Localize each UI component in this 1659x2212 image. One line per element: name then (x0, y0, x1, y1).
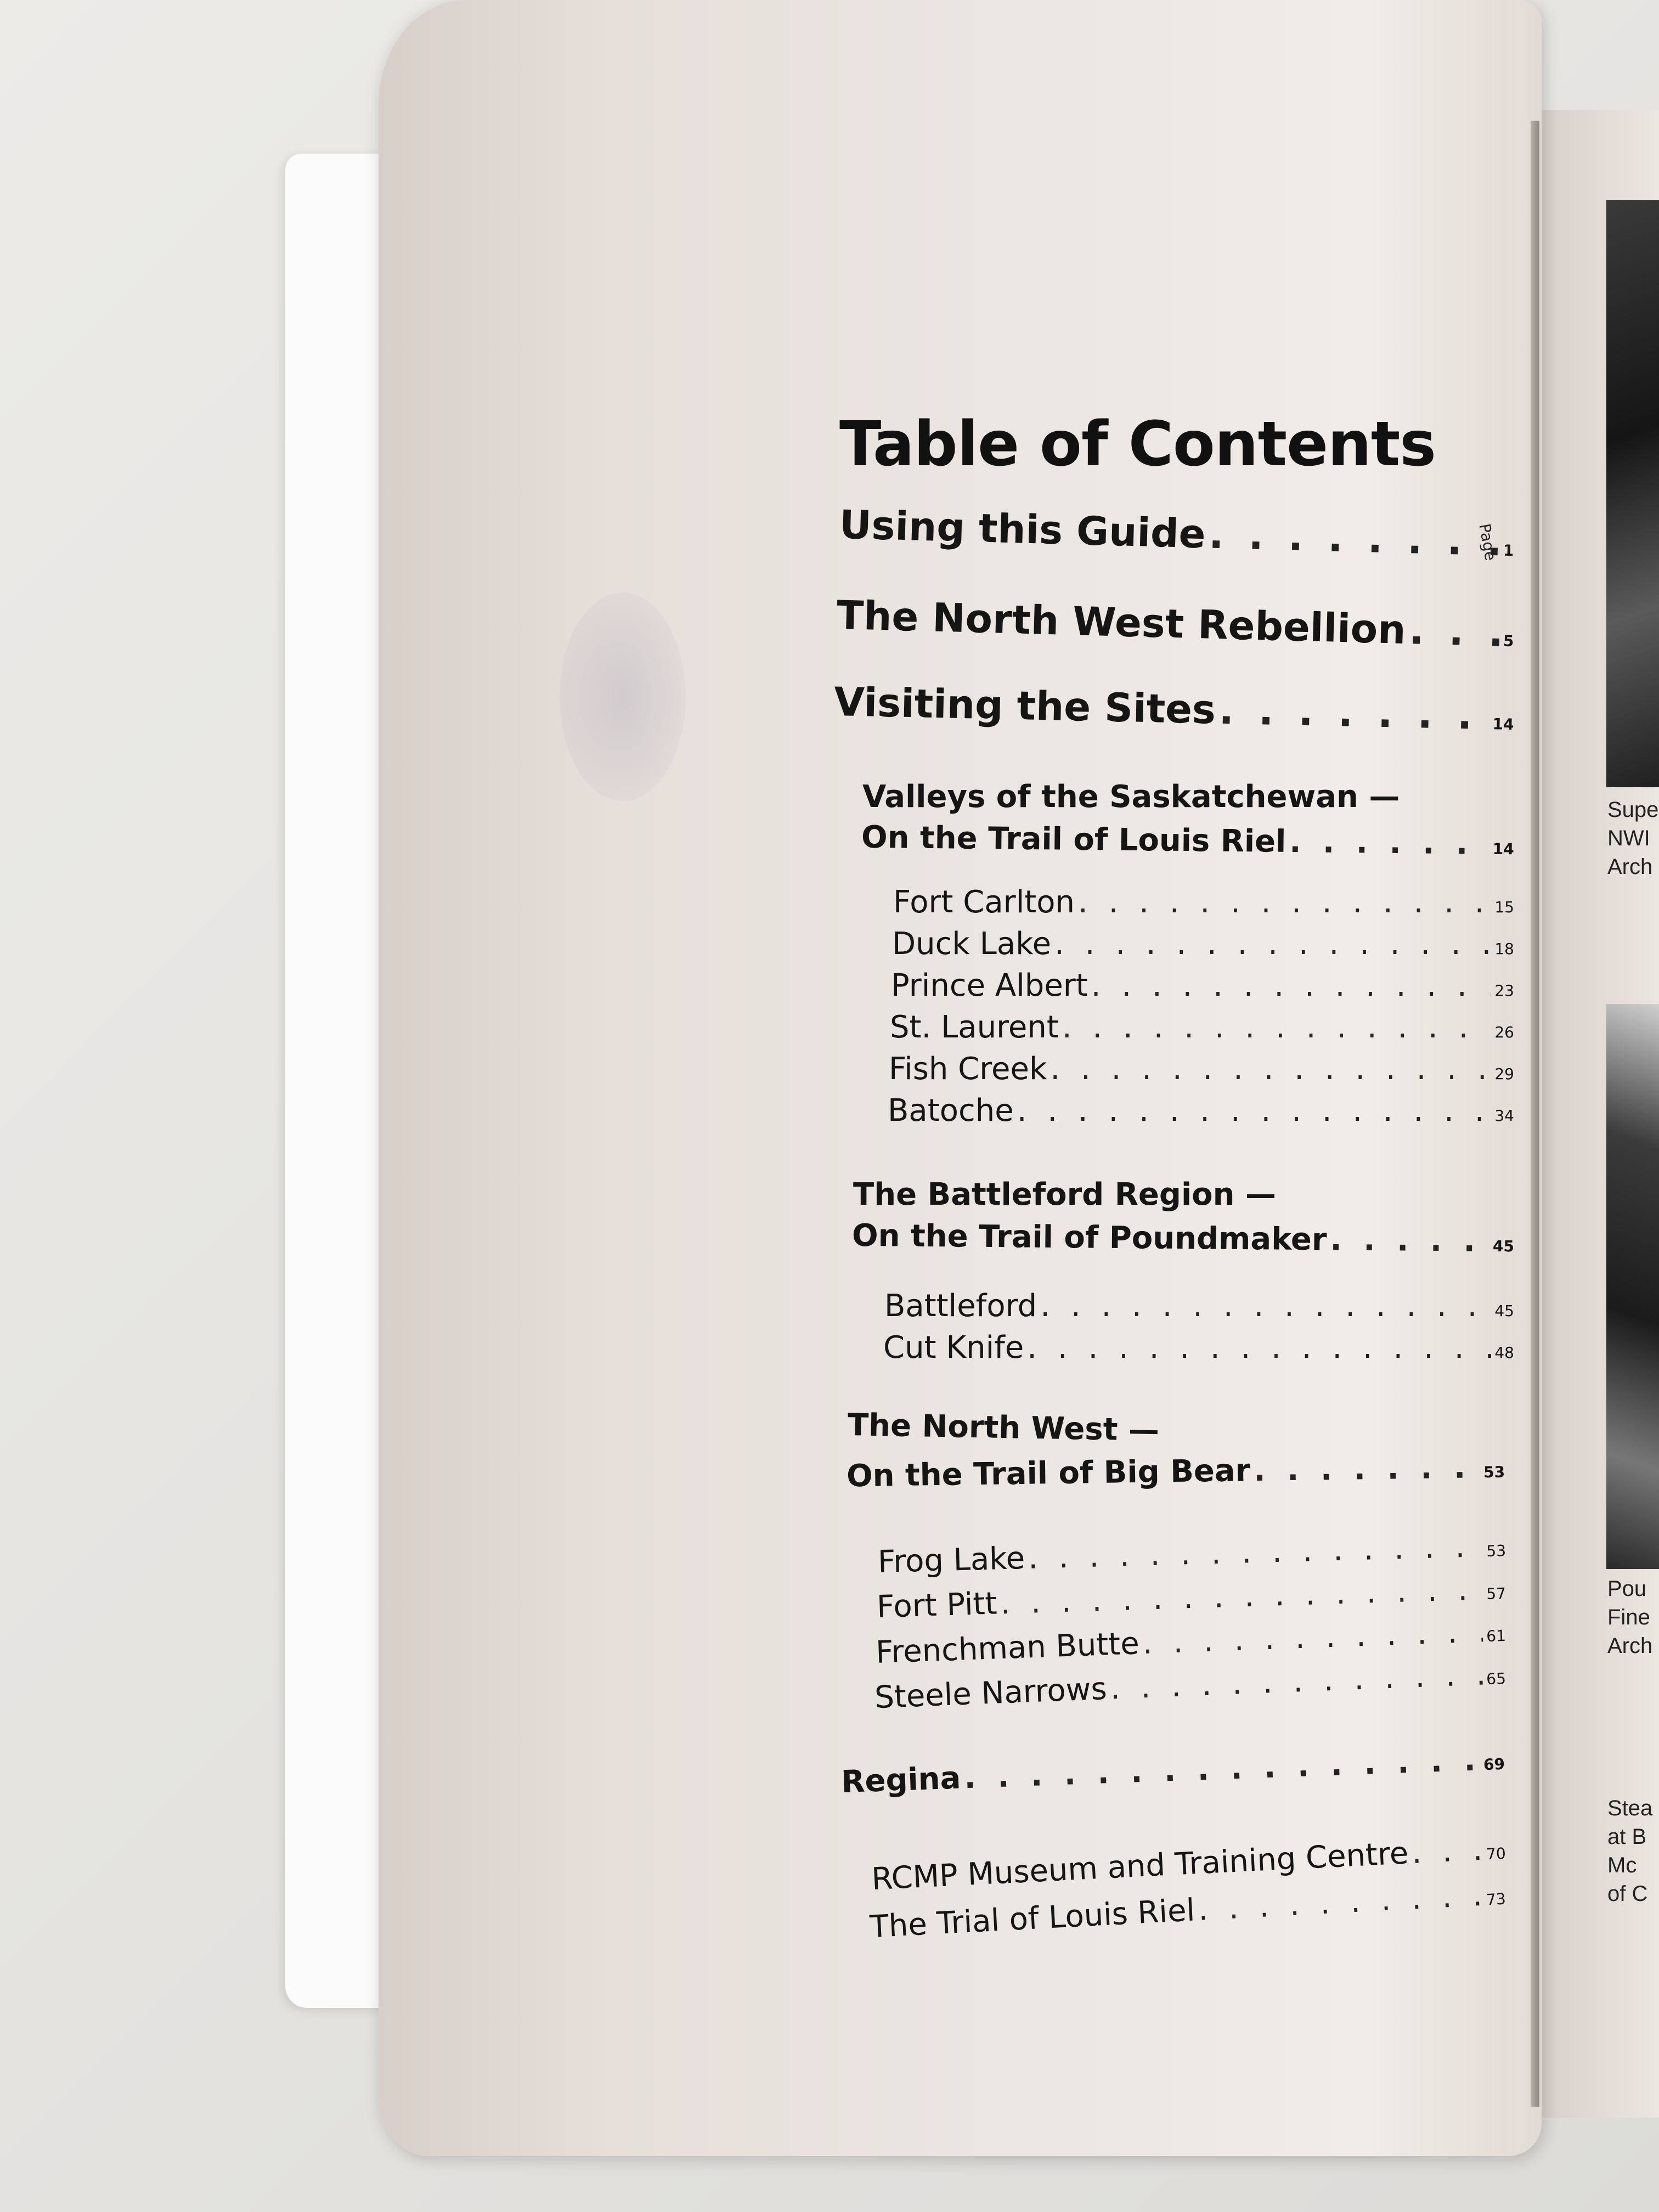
toc-sub-entry: Fish Creek . . . 29 (889, 1051, 1514, 1087)
toc-entry: Using this Guide . . . 1 (839, 501, 1515, 565)
toc-sub-entry: Cut Knife . . . 48 (883, 1330, 1514, 1365)
toc-sub-entry: Frog Lake . . . 53 (877, 1528, 1506, 1580)
facing-page-photo-top (1606, 200, 1659, 787)
toc-sub-entry: The Trial of Louis Riel . . . 73 (869, 1876, 1506, 1945)
section-heading: Valleys of the Saskatchewan — (862, 779, 1400, 815)
page-title: Table of Contents (839, 409, 1436, 480)
toc-entry: The North West Rebellion . . . 5 (836, 592, 1515, 656)
toc-entry: Visiting the Sites . . . 14 (833, 679, 1514, 739)
toc-sub-entry: St. Laurent . . . 26 (890, 1009, 1514, 1045)
section-heading: The Battleford Region — (853, 1177, 1276, 1212)
toc-sub-entry: Duck Lake . . . 18 (892, 926, 1514, 962)
toc-sub-entry: Battleford . . . 45 (884, 1288, 1514, 1324)
toc-section-entry: On the Trail of Big Bear . . . 53 (847, 1449, 1505, 1494)
toc-sub-entry: Batoche . . . 34 (888, 1093, 1514, 1128)
facing-page-photo-middle (1606, 1004, 1659, 1569)
toc-section-entry: On the Trail of Poundmaker . . . 45 (852, 1218, 1515, 1260)
toc-section-entry: On the Trail of Louis Riel . . . 14 (861, 820, 1515, 862)
toc-sub-entry: Prince Albert . . . 23 (891, 968, 1514, 1003)
facing-page-caption-2: Pou Fine Arch (1607, 1577, 1653, 1658)
page-column-label: Page (1475, 522, 1500, 562)
toc-sub-entry: Frenchman Butte . . . 61 (875, 1613, 1506, 1671)
section-heading: The North West — (847, 1407, 1160, 1448)
toc-sub-entry: RCMP Museum and Training Centre . . . 70 (871, 1831, 1506, 1897)
ink-smudge (560, 592, 686, 801)
toc-sub-entry: Steele Narrows . . . 65 (874, 1656, 1506, 1716)
toc-section-entry: Regina . . . 69 (840, 1741, 1505, 1800)
book-spine (1531, 121, 1539, 2107)
facing-page-caption-3: Stea at B Mc of C (1607, 1796, 1653, 1906)
facing-page-caption-1: Supe NWI Arch (1607, 798, 1659, 879)
toc-sub-entry: Fort Pitt . . . 57 (876, 1571, 1506, 1625)
toc-sub-entry: Fort Carlton . . . 15 (893, 884, 1514, 920)
